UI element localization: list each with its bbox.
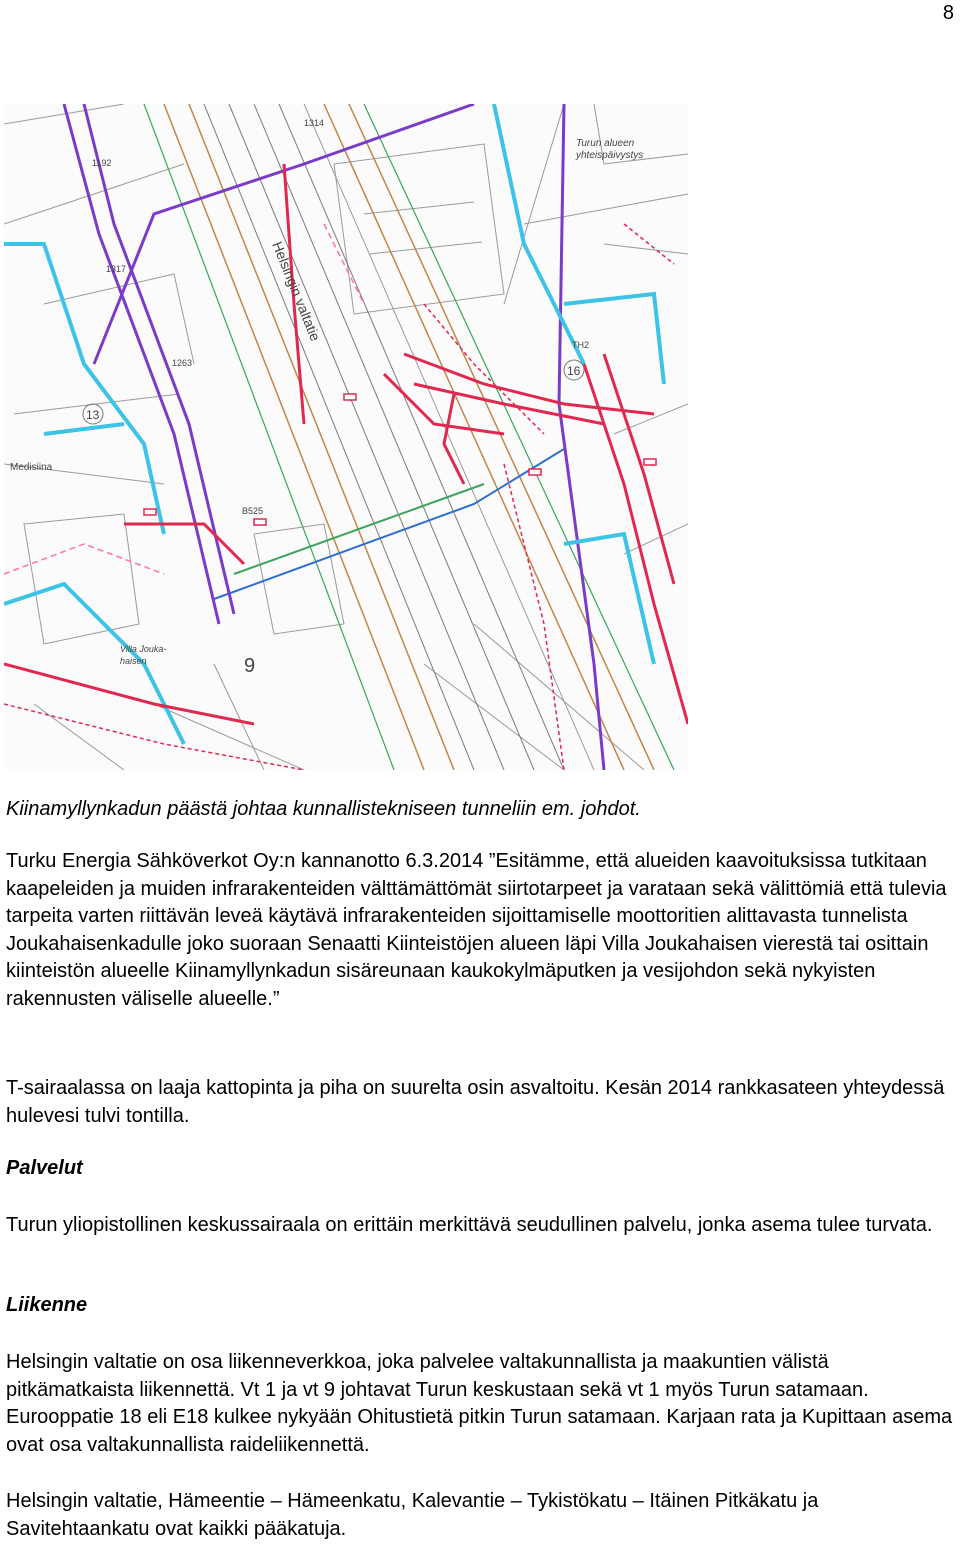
map-label-1192: 1192 [92,158,112,168]
heading-palvelut: Palvelut [6,1157,83,1179]
map-label-13: 13 [86,408,100,422]
paragraph-services: Turun yliopistollinen keskussairaala on erittäin merkittävä seudullinen palvelu, jonka asema tulee turvata. [6,1214,933,1236]
map-label-1314: 1314 [304,118,325,128]
map-label-9: 9 [244,655,256,677]
map-label-1317: 1317 [106,264,127,274]
property-lines [4,104,688,770]
map-label-th2: TH2 [572,340,590,350]
map-label-b525: B525 [242,506,264,516]
map-label-villa-2: haisen [120,656,147,666]
heading-liikenne: Liikenne [6,1294,88,1316]
paragraph-energy-statement: Turku Energia Sähköverkot Oy:n kannanotto 6.3.2014 ”Esitämme, että alueiden kaavoituksissa tutkitaan kaapeleiden ja muiden infrarakenteiden välttämättömät siirtotarpeet ja varataan sekä välittömiä että tulevia tarpeita varten riittävän leveä käytävä infrarakenteiden sijoittamiselle moottoritien alittavasta tunnelista Joukahaisenkadulle joko suoraan Senaatti Kiinteistöjen alueen läpi Villa Joukahaisen vierestä tai osittain kiinteistön alueelle Kiinamyllynkadun sisäreunaan kaukokylmäputken ja vesijohdon sekä nykyisten rakennusten väliselle alueelle.” [6,850,947,1010]
map-label-16: 16 [567,364,581,378]
map-label-villa-1: Villa Jouka- [120,644,167,654]
paragraph-t-hospital: T-sairaalassa on laaja kattopinta ja piha on suurelta osin asvaltoitu. Kesän 2014 rankkasateen yhteydessä hulevesi tulvi tontilla. [6,1077,945,1127]
map-label-yhteispaivystys-2: yhteispäivystys [576,150,644,161]
red-cables [4,164,688,724]
map-label-medisiina: Medisiina [10,462,53,473]
paragraph-traffic: Helsingin valtatie on osa liikenneverkkoa, joka palvelee valtakunnallista ja maakuntien välistä pitkämatkaista liikennettä. Vt 1 ja vt 9 johtavat Turun keskustaan sekä vt 1 myös Turun satamaan. Eurooppatie 18 eli E18 kulkee nykyään Ohitustietä pitkin Turun satamaan. Karjaan rata ja Kupittaan asema ovat osa valtakunnallista raideliikennettä. [6,1351,953,1456]
road-label: Helsingin valtatie [269,239,324,344]
map-label-yhteispaivystys-1: Turun alueen [576,138,635,149]
paragraph-main-streets: Helsingin valtatie, Hämeentie – Hämeenkatu, Kalevantie – Tykistökatu – Itäinen Pitkäkatu ja Savitehtaankatu ovat kaikki pääkatuja. [6,1490,819,1540]
page-number: 8 [942,2,954,24]
utility-network-map [4,104,688,770]
map-label-1263: 1263 [172,358,193,368]
map-caption: Kiinamyllynkadun päästä johtaa kunnallistekniseen tunneliin em. johdot. [6,798,641,820]
